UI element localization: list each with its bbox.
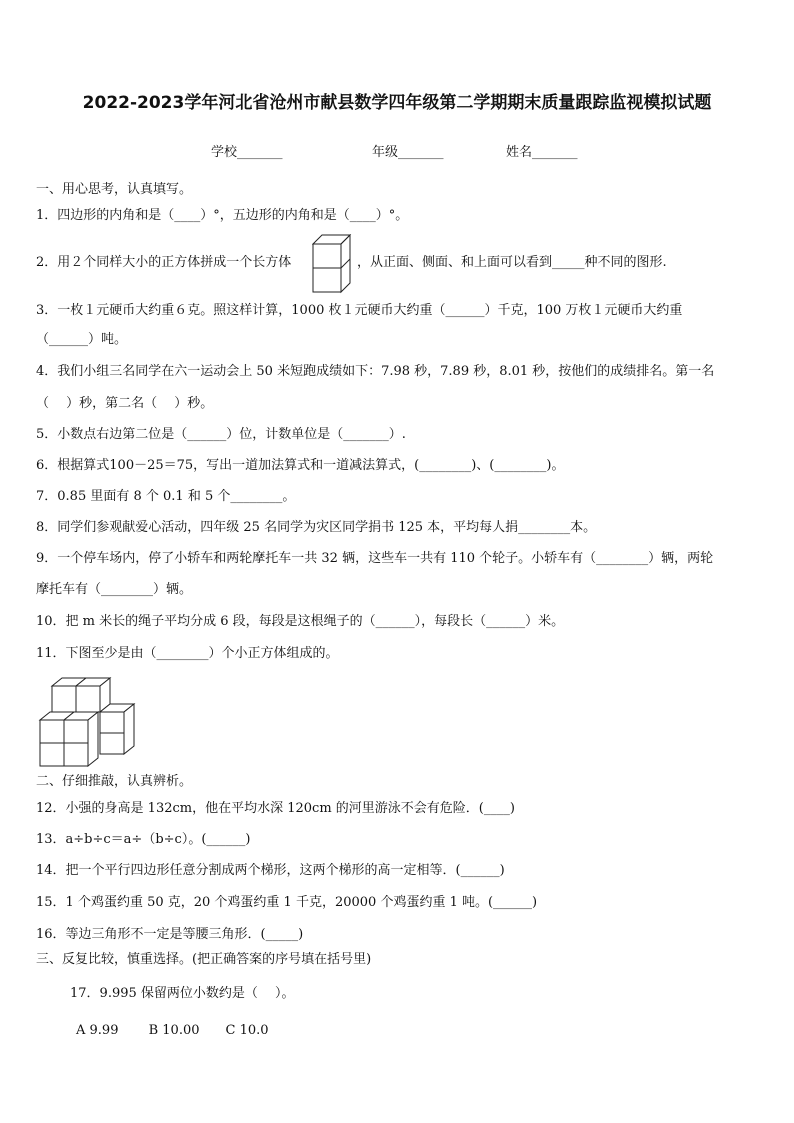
name-field: 姓名_______	[506, 145, 578, 160]
question-3-line1: 3．一枚１元硬币大约重６克。照这样计算，1000 枚１元硬币大约重（______）千克，100 万枚１元硬币大约重	[36, 303, 683, 318]
question-2-part1: 2．用２个同样大小的正方体拼成一个长方体	[36, 255, 292, 270]
question-3-line2: （______）吨。	[36, 332, 128, 347]
section-1-heading: 一、用心思考，认真填写。	[36, 182, 193, 197]
page-title: 2022-2023学年河北省沧州市献县数学四年级第二学期期末质量跟踪监视模拟试题	[82, 93, 712, 113]
question-14: 14．把一个平行四边形任意分割成两个梯形，这两个梯形的高一定相等．(______)	[36, 863, 505, 878]
question-7: 7．0.85 里面有 8 个 0.1 和 5 个________。	[36, 489, 296, 504]
cube-stack-figure	[38, 676, 136, 768]
question-5: 5．小数点右边第二位是（______）位，计数单位是（_______）.	[36, 427, 406, 442]
question-4-line1: 4．我们小组三名同学在六一运动会上 50 米短跑成绩如下：7.98 秒，7.89 秒，8.01 秒，按他们的成绩排名。第一名	[36, 364, 715, 379]
school-field: 学校_______	[211, 145, 283, 160]
question-11: 11．下图至少是由（________）个小正方体组成的。	[36, 646, 339, 661]
question-1: 1．四边形的内角和是（____）°，五边形的内角和是（____）°。	[36, 208, 409, 223]
question-9-line2: 摩托车有（________）辆。	[36, 582, 193, 597]
grade-field: 年级_______	[372, 145, 444, 160]
section-2-heading: 二、仔细推敲，认真辨析。	[36, 774, 193, 789]
question-9-line1: 9．一个停车场内，停了小轿车和两轮摩托车一共 32 辆，这些车一共有 110 个轮子。小轿车有（________）辆，两轮	[36, 551, 714, 566]
question-10: 10．把 m 米长的绳子平均分成 6 段，每段是这根绳子的（______），每段长（______）米。	[36, 614, 565, 629]
section-3-heading: 三、反复比较，慎重选择。(把正确答案的序号填在括号里)	[36, 952, 372, 967]
question-15: 15．1 个鸡蛋约重 50 克，20 个鸡蛋约重 1 千克，20000 个鸡蛋约重 1 吨。(______)	[36, 895, 538, 910]
question-13: 13．a÷b÷c＝a÷（b÷c）。(______)	[36, 832, 251, 847]
cuboid-figure	[312, 234, 352, 294]
question-4-line2: （ ）秒，第二名（ ）秒。	[36, 396, 214, 411]
question-12: 12．小强的身高是 132cm，他在平均水深 120cm 的河里游泳不会有危险．(____)	[36, 801, 515, 816]
question-17-options: A 9.99 B 10.00 C 10.0	[76, 1023, 269, 1038]
question-8: 8．同学们参观献爱心活动，四年级 25 名同学为灾区同学捐书 125 本，平均每人捐________本。	[36, 520, 597, 535]
question-6: 6．根据算式100－25＝75，写出一道加法算式和一道减法算式，(________)、(________)。	[36, 458, 565, 473]
question-2-part2: ，从正面、侧面、和上面可以看到_____种不同的图形.	[357, 255, 667, 270]
question-17: 17．9.995 保留两位小数约是（ ）。	[70, 986, 295, 1001]
question-16: 16．等边三角形不一定是等腰三角形．(_____)	[36, 927, 304, 942]
